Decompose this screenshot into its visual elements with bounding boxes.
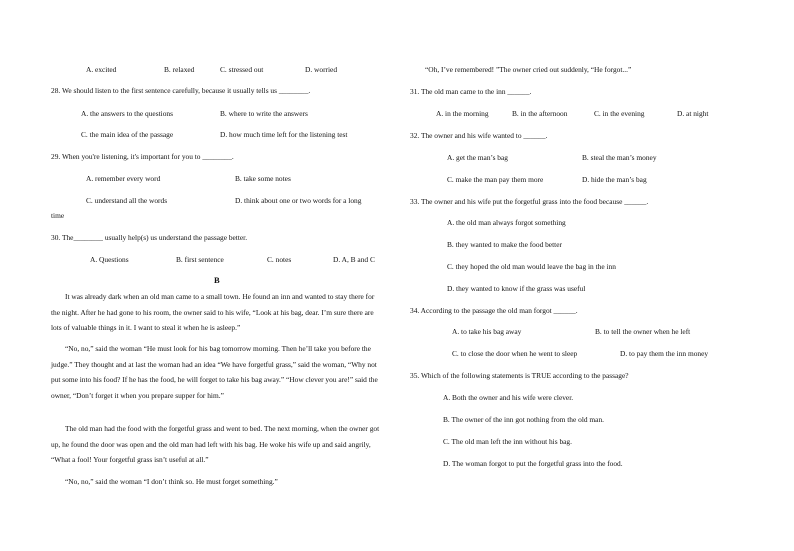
q31-option-d: D. at night xyxy=(677,109,709,118)
q31-option-a: A. in the morning xyxy=(436,109,489,118)
q27-option-b: B. relaxed xyxy=(164,65,195,74)
passage-paragraph-4: “No, no,” said the woman “I don’t think so. He must forget something.” xyxy=(65,477,278,486)
q27-option-d: D. worried xyxy=(305,65,338,74)
q32-option-c: C. make the man pay them more xyxy=(447,175,544,184)
q29-option-a: A. remember every word xyxy=(86,174,161,183)
q30-stem: 30. The________ usually help(s) us understand the passage better. xyxy=(51,233,248,242)
q29-option-b: B. take some notes xyxy=(235,174,291,183)
q30-option-c: C. notes xyxy=(267,255,292,264)
q35-option-b: B. The owner of the inn got nothing from the old man. xyxy=(443,415,604,424)
passage-paragraph-2: “No, no,” said the woman “He must look for his bag tomorrow morning. Then he’ll take you before the judge.” They thought and at last the woman had an idea “We have forgetful grass,” said the woman, “Why not put some into his food? If he has the food, he will forget to take his bag away.” “How clever you are!” said the owner, “Don’t forget it when you prepare supper for him.” xyxy=(51,344,378,400)
q28-option-d: D. how much time left for the listening test xyxy=(220,130,348,139)
q32-option-b: B. steal the man’s money xyxy=(582,153,657,162)
q29-option-d-continued: time xyxy=(51,211,65,220)
q33-option-c: C. they hoped the old man would leave the bag in the inn xyxy=(447,262,616,271)
q34-stem: 34. According to the passage the old man forgot ______. xyxy=(410,306,578,315)
q34-option-b: B. to tell the owner when he left xyxy=(595,327,691,336)
q34-option-d: D. to pay them the inn money xyxy=(620,349,709,358)
q29-option-d: D. think about one or two words for a long xyxy=(235,196,362,205)
q29-option-c: C. understand all the words xyxy=(86,196,168,205)
q30-option-b: B. first sentence xyxy=(176,255,224,264)
q35-option-a: A. Both the owner and his wife were clever. xyxy=(443,393,574,402)
q35-option-c: C. The old man left the inn without his bag. xyxy=(443,437,572,446)
passage-ending-quote: “Oh, I’ve remembered! ”The owner cried out suddenly, “He forgot...” xyxy=(425,65,632,74)
q34-option-c: C. to close the door when he went to sleep xyxy=(452,349,578,358)
q33-option-d: D. they wanted to know if the grass was useful xyxy=(447,284,586,293)
q27-option-a: A. excited xyxy=(86,65,117,74)
passage-paragraph-1: It was already dark when an old man came to a small town. He found an inn and wanted to stay there for the night. After he had gone to his room, the owner said to his wife, “Look at his bag, dear. I’m sure there are lots of valuable things in it. I want to steal it when he is asleep.” xyxy=(51,292,375,332)
q27-option-c: C. stressed out xyxy=(220,65,264,74)
q31-option-c: C. in the evening xyxy=(594,109,645,118)
q33-option-a: A. the old man always forgot something xyxy=(447,218,566,227)
q32-stem: 32. The owner and his wife wanted to ______. xyxy=(410,131,548,140)
q33-stem: 33. The owner and his wife put the forgetful grass into the food because ______. xyxy=(410,197,649,206)
q30-option-a: A. Questions xyxy=(90,255,129,264)
q32-option-d: D. hide the man’s bag xyxy=(582,175,647,184)
q35-option-d: D. The woman forgot to put the forgetful grass into the food. xyxy=(443,459,623,468)
q34-option-a: A. to take his bag away xyxy=(452,327,522,336)
passage-paragraph-3: The old man had the food with the forgetful grass and went to bed. The next morning, when the owner got up, he found the door was open and the old man had left with his bag. He woke his wife up and said angrily, “What a fool! Your forgetful grass isn’t useful at all.” xyxy=(51,424,380,464)
q35-stem: 35. Which of the following statements is TRUE according to the passage? xyxy=(410,371,629,380)
q28-option-b: B. where to write the answers xyxy=(220,109,308,118)
section-b-heading: B xyxy=(214,275,220,285)
q28-stem: 28. We should listen to the first sentence carefully, because it usually tells us ________. xyxy=(51,86,311,95)
q28-option-c: C. the main idea of the passage xyxy=(81,130,174,139)
q32-option-a: A. get the man’s bag xyxy=(447,153,508,162)
q33-option-b: B. they wanted to make the food better xyxy=(447,240,562,249)
q31-option-b: B. in the afternoon xyxy=(512,109,568,118)
q31-stem: 31. The old man came to the inn ______. xyxy=(410,87,532,96)
q28-option-a: A. the answers to the questions xyxy=(81,109,173,118)
q30-option-d: D. A, B and C xyxy=(333,255,375,264)
q29-stem: 29. When you're listening, it's important for you to ________. xyxy=(51,152,234,161)
